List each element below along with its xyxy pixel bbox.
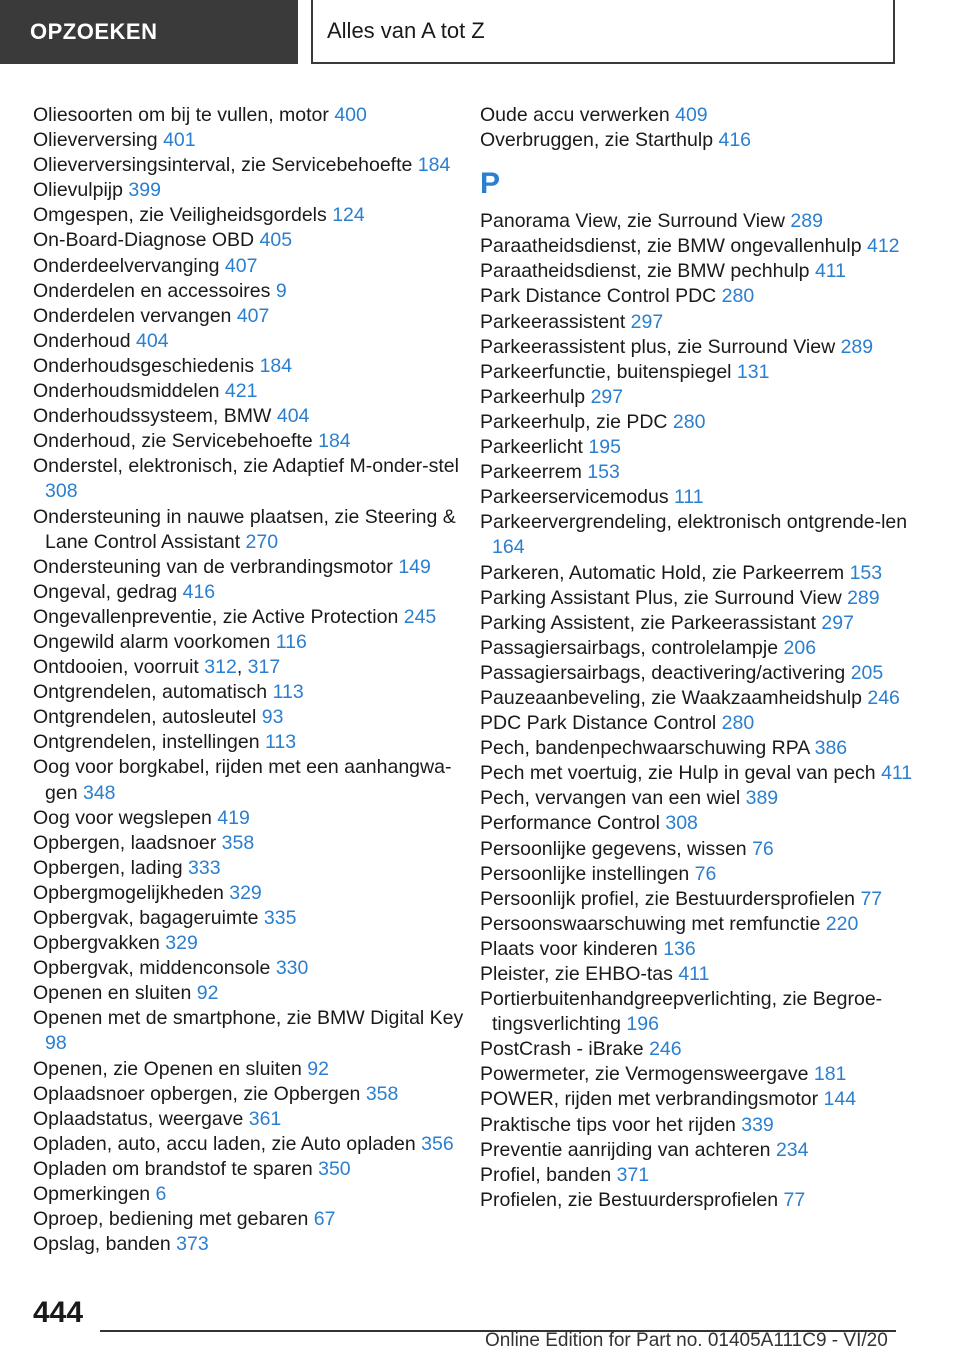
index-entry-term: Openen met de smartphone, zie BMW Digital Key bbox=[33, 1007, 464, 1030]
page-reference-link[interactable]: 289 bbox=[840, 335, 874, 358]
page-reference-link[interactable]: 317 bbox=[247, 656, 281, 679]
index-entry bbox=[33, 128, 473, 153]
index-entry bbox=[480, 310, 920, 335]
page-reference-link[interactable]: 371 bbox=[616, 1163, 650, 1186]
index-entry bbox=[480, 586, 920, 611]
page-reference-link[interactable]: 411 bbox=[678, 963, 710, 985]
index-entry bbox=[33, 730, 473, 755]
index-entry bbox=[33, 228, 473, 253]
index-entry bbox=[33, 1107, 473, 1132]
index-entry bbox=[480, 937, 920, 962]
page-reference-link[interactable]: 6 bbox=[155, 1183, 167, 1206]
page-reference-link[interactable]: 76 bbox=[752, 837, 774, 860]
index-entry bbox=[480, 1163, 920, 1188]
page-reference-link[interactable]: 76 bbox=[694, 862, 717, 885]
page-reference-link[interactable]: 416 bbox=[718, 129, 752, 152]
index-entry-term: Parkeerservicemodus bbox=[480, 486, 669, 509]
index-entry-term: Parkeerlicht bbox=[480, 436, 583, 459]
index-column-left bbox=[33, 103, 473, 1257]
index-entry bbox=[33, 454, 473, 504]
index-entry bbox=[33, 304, 473, 329]
index-entry bbox=[480, 837, 920, 862]
page-reference-link[interactable]: 196 bbox=[626, 1013, 659, 1036]
index-entry bbox=[33, 505, 473, 555]
index-entry bbox=[480, 887, 920, 912]
index-entry-term: Opladen, auto, accu laden, zie Auto opladen bbox=[33, 1132, 416, 1155]
page-reference-link[interactable]: 389 bbox=[745, 787, 779, 810]
index-entry-term: Opbergen, lading bbox=[33, 856, 183, 879]
page-number: 444 bbox=[33, 1296, 84, 1329]
index-entry bbox=[33, 680, 473, 705]
index-entry-term: Oproep, bediening met gebaren bbox=[33, 1208, 309, 1231]
index-entry-term: Paraatheidsdienst, zie BMW ongevallenhulp bbox=[480, 235, 862, 258]
index-entry bbox=[480, 435, 920, 460]
index-entry bbox=[480, 686, 920, 711]
page-reference-link[interactable]: 93 bbox=[261, 706, 284, 729]
page-reference-link[interactable]: 297 bbox=[630, 310, 664, 333]
index-entry bbox=[480, 636, 920, 661]
index-entry bbox=[480, 912, 920, 937]
index-entry-term: Persoonlijke instellingen bbox=[480, 862, 690, 885]
index-entry bbox=[33, 1207, 473, 1232]
page-reference-link[interactable]: 77 bbox=[860, 887, 883, 910]
page-reference-link[interactable]: 246 bbox=[867, 686, 900, 709]
index-entry bbox=[33, 379, 473, 404]
index-entry-term: PDC Park Distance Control bbox=[480, 712, 717, 735]
index-entry bbox=[33, 856, 473, 881]
index-entry bbox=[480, 561, 920, 586]
index-entry bbox=[480, 1037, 920, 1062]
index-entry bbox=[33, 203, 473, 228]
index-entry-term: Olievulpijp bbox=[33, 179, 123, 202]
index-entry-term: Pech met voertuig, zie Hulp in geval van pech bbox=[480, 762, 876, 785]
index-entry bbox=[33, 329, 473, 354]
index-entry-term: Opbergmogelijkheden bbox=[33, 881, 224, 904]
index-entry bbox=[480, 360, 920, 385]
index-entry bbox=[480, 761, 920, 786]
index-entry-term: Praktische tips voor het rijden bbox=[480, 1113, 736, 1136]
index-entry-term: Opbergen, laadsnoer bbox=[33, 831, 217, 854]
page-reference-link[interactable]: 333 bbox=[188, 856, 221, 879]
index-entry-term: Parkeerrem bbox=[480, 461, 582, 484]
page-reference-link[interactable]: 246 bbox=[649, 1038, 682, 1061]
page-reference-link[interactable]: 205 bbox=[850, 661, 884, 684]
index-entry-term: Onderdelen en accessoires bbox=[33, 279, 271, 302]
index-entry-term: Persoonlijk profiel, zie Bestuurdersprofielen bbox=[480, 887, 856, 910]
page-reference-link[interactable]: 330 bbox=[275, 957, 309, 980]
index-entry-term: Ondersteuning van de verbrandingsmotor bbox=[33, 555, 393, 578]
index-entry-term: Opmerkingen bbox=[33, 1183, 151, 1206]
index-entry-term: Parkeervergrendeling, elektronisch ontgrende-len bbox=[480, 511, 908, 534]
page-reference-link[interactable]: 297 bbox=[821, 611, 854, 634]
index-entry bbox=[33, 705, 473, 730]
index-entry-term: Oplaadstatus, weergave bbox=[33, 1107, 244, 1130]
index-entry bbox=[33, 1232, 473, 1257]
page-reference-link[interactable]: 245 bbox=[403, 605, 437, 628]
index-entry bbox=[480, 661, 920, 686]
index-entry bbox=[480, 1188, 920, 1213]
index-entry-term: Passagiersairbags, controlelampje bbox=[480, 636, 779, 659]
index-entry-term: POWER, rijden met verbrandingsmotor bbox=[480, 1088, 819, 1111]
index-entry bbox=[33, 580, 473, 605]
page-reference-link[interactable]: 329 bbox=[229, 881, 262, 904]
page-reference-link[interactable]: 136 bbox=[663, 937, 696, 960]
index-entry-term: Omgespen, zie Veiligheidsgordels bbox=[33, 204, 327, 227]
index-entry-term: Olieverversingsinterval, zie Servicebehoefte bbox=[33, 154, 413, 177]
page-reference-link[interactable]: 358 bbox=[221, 831, 255, 854]
index-entry bbox=[33, 630, 473, 655]
page-reference-link[interactable]: 386 bbox=[814, 737, 848, 760]
index-entry bbox=[33, 279, 473, 304]
page-reference-link[interactable]: 124 bbox=[332, 204, 365, 227]
index-entry-term: Parking Assistent, zie Parkeerassistant bbox=[480, 611, 816, 634]
page-reference-link[interactable]: 220 bbox=[825, 912, 859, 935]
page-reference-link[interactable]: 270 bbox=[245, 530, 279, 553]
index-entry-term: Ontdooien, voorruit bbox=[33, 656, 199, 679]
index-entry bbox=[480, 1087, 920, 1112]
index-entry-term: Onderhoud, zie Servicebehoefte bbox=[33, 430, 313, 453]
index-entry bbox=[480, 1062, 920, 1087]
index-entry bbox=[480, 1113, 920, 1138]
index-entry-term: Paraatheidsdienst, zie BMW pechhulp bbox=[480, 260, 810, 283]
index-entry bbox=[33, 881, 473, 906]
page-reference-link[interactable]: 280 bbox=[672, 410, 706, 433]
page-reference-link[interactable]: 153 bbox=[849, 561, 883, 584]
page-reference-link[interactable]: 401 bbox=[163, 129, 196, 152]
page-reference-link[interactable]: 111 bbox=[674, 486, 704, 509]
index-entry bbox=[480, 510, 920, 560]
index-entry-term: Opladen om brandstof te sparen bbox=[33, 1157, 313, 1180]
page-reference-link[interactable]: 181 bbox=[813, 1063, 847, 1086]
index-entry-term: Pech, bandenpechwaarschuwing RPA bbox=[480, 737, 810, 760]
index-section-letter: P bbox=[480, 167, 501, 201]
index-entry bbox=[33, 755, 473, 805]
page-reference-link[interactable]: 92 bbox=[307, 1057, 329, 1080]
index-entry bbox=[480, 460, 920, 485]
page-reference-link[interactable]: 407 bbox=[224, 254, 258, 277]
index-entry-term: Parking Assistant Plus, zie Surround View bbox=[480, 586, 842, 609]
index-entry bbox=[33, 555, 473, 580]
page-reference-link[interactable]: 164 bbox=[492, 536, 525, 559]
index-entry bbox=[33, 1182, 473, 1207]
index-entry-term: Plaats voor kinderen bbox=[480, 937, 658, 960]
page-reference-link[interactable]: 280 bbox=[721, 712, 755, 735]
page-reference-link[interactable]: 361 bbox=[248, 1107, 282, 1130]
index-entry bbox=[480, 103, 920, 128]
page-reference-link[interactable]: 113 bbox=[272, 681, 304, 704]
index-entry-term: Preventie aanrijding van achteren bbox=[480, 1138, 771, 1161]
page-reference-link[interactable]: 234 bbox=[775, 1138, 809, 1161]
page-reference-link[interactable]: 280 bbox=[721, 285, 755, 308]
index-entry-term: Park Distance Control PDC bbox=[480, 285, 717, 308]
index-entry bbox=[33, 178, 473, 203]
index-entry bbox=[480, 786, 920, 811]
page-reference-link[interactable]: 184 bbox=[417, 154, 451, 177]
page-reference-link[interactable]: 149 bbox=[398, 555, 431, 578]
index-entry-term: Onderdeelvervanging bbox=[33, 254, 220, 277]
page-reference-link[interactable]: 9 bbox=[275, 279, 287, 302]
index-entry-term: Panorama View, zie Surround View bbox=[480, 210, 785, 233]
page-ref-separator: , bbox=[236, 656, 243, 679]
index-entry-term: Oplaadsnoer opbergen, zie Opbergen bbox=[33, 1082, 361, 1105]
chapter-title: Alles van A tot Z bbox=[327, 18, 485, 43]
page-reference-link[interactable]: 400 bbox=[334, 104, 367, 126]
index-entry bbox=[33, 931, 473, 956]
page-reference-link[interactable]: 289 bbox=[790, 210, 823, 233]
index-entry-term: Pauzeaanbeveling, zie Waakzaamheidshulp bbox=[480, 686, 862, 709]
index-entry-term: Onderdelen vervangen bbox=[33, 304, 232, 327]
index-entry-term: Parkeerhulp bbox=[480, 385, 586, 408]
page-reference-link[interactable]: 308 bbox=[45, 480, 78, 503]
index-entry bbox=[33, 1132, 473, 1157]
page-reference-link[interactable]: 405 bbox=[259, 229, 293, 252]
index-entry-term: Olieverversing bbox=[33, 129, 158, 152]
page-reference-link[interactable]: 184 bbox=[259, 354, 293, 377]
index-entry bbox=[33, 254, 473, 279]
index-entry-term: Ongevallenpreventie, zie Active Protection bbox=[33, 605, 399, 628]
index-entry-term: Onderhoudsmiddelen bbox=[33, 380, 220, 403]
index-entry-term: Profielen, zie Bestuurdersprofielen bbox=[480, 1188, 779, 1211]
index-entry bbox=[33, 1006, 473, 1056]
index-entry bbox=[480, 209, 920, 234]
page-reference-link[interactable]: 98 bbox=[45, 1032, 67, 1055]
index-entry bbox=[480, 1138, 920, 1163]
index-entry-term: Pleister, zie EHBO-tas bbox=[480, 963, 673, 985]
index-entry-term: Ongewild alarm voorkomen bbox=[33, 630, 271, 653]
page-reference-link[interactable]: 195 bbox=[588, 436, 621, 459]
page-reference-link[interactable]: 184 bbox=[318, 430, 351, 453]
index-entry bbox=[480, 962, 920, 987]
page-reference-link[interactable]: 67 bbox=[313, 1208, 336, 1231]
index-entry-term: Persoonswaarschuwing met remfunctie bbox=[480, 912, 821, 935]
index-entry-term: Onderhoudssysteem, BMW bbox=[33, 405, 272, 428]
index-entry-term: Parkeerhulp, zie PDC bbox=[480, 410, 668, 433]
index-entry-term: Profiel, banden bbox=[480, 1163, 612, 1186]
page-reference-link[interactable]: 153 bbox=[587, 461, 620, 484]
page-reference-link[interactable]: 312 bbox=[204, 656, 237, 679]
index-entry bbox=[33, 1157, 473, 1182]
page-reference-link[interactable]: 116 bbox=[275, 630, 307, 653]
index-entry bbox=[480, 259, 920, 284]
index-entry-term: Parkeerfunctie, buitenspiegel bbox=[480, 360, 732, 383]
page-reference-link[interactable]: 412 bbox=[866, 235, 900, 258]
page-reference-link[interactable]: 416 bbox=[182, 580, 216, 603]
index-entry bbox=[33, 1057, 473, 1082]
index-entry bbox=[480, 711, 920, 736]
index-entry-term: Ontgrendelen, autosleutel bbox=[33, 706, 257, 729]
index-entry bbox=[480, 736, 920, 761]
index-entry bbox=[33, 103, 473, 128]
section-tab-label: OPZOEKEN bbox=[30, 19, 158, 44]
index-entry-term: Pech, vervangen van een wiel bbox=[480, 787, 741, 810]
index-entry bbox=[480, 335, 920, 360]
page-reference-link[interactable]: 411 bbox=[881, 762, 913, 785]
index-entry-term: Parkeren, Automatic Hold, zie Parkeerrem bbox=[480, 561, 845, 584]
index-entry bbox=[33, 605, 473, 630]
page-reference-link[interactable]: 419 bbox=[217, 806, 250, 829]
page-reference-link[interactable]: 404 bbox=[136, 329, 169, 352]
page-reference-link[interactable]: 144 bbox=[823, 1088, 857, 1111]
page-reference-link[interactable]: 113 bbox=[265, 731, 297, 754]
index-entry-term: Performance Control bbox=[480, 812, 660, 835]
index-entry-term: Ontgrendelen, instellingen bbox=[33, 731, 260, 754]
index-entry bbox=[33, 806, 473, 831]
page-reference-link[interactable]: 409 bbox=[675, 104, 708, 126]
index-entry-term: Portierbuitenhandgreepverlichting, zie Begroe-tingsverlichting bbox=[480, 988, 883, 1036]
page-reference-link[interactable]: 356 bbox=[421, 1132, 454, 1155]
index-entry bbox=[480, 410, 920, 435]
index-entry-term: Oog voor borgkabel, rijden met een aanhangwa-gen bbox=[33, 756, 452, 804]
index-entry-term: Ondersteuning in nauwe plaatsen, zie Steering & Lane Control Assistant bbox=[33, 505, 456, 553]
index-entry-term: Oliesoorten om bij te vullen, motor bbox=[33, 104, 329, 126]
index-entry-term: Passagiersairbags, deactivering/activering bbox=[480, 661, 846, 684]
index-entry bbox=[33, 655, 473, 680]
page-reference-link[interactable]: 404 bbox=[276, 405, 310, 428]
index-entry-term: Opbergvak, bagageruimte bbox=[33, 907, 259, 929]
index-entry bbox=[33, 831, 473, 856]
index-entry bbox=[480, 485, 920, 510]
index-entry bbox=[480, 234, 920, 259]
index-entry-term: Onderhoudsgeschiedenis bbox=[33, 354, 255, 377]
page-reference-link[interactable]: 289 bbox=[847, 586, 880, 609]
page-reference-link[interactable]: 399 bbox=[128, 179, 161, 202]
index-entry-term: Persoonlijke gegevens, wissen bbox=[480, 837, 747, 860]
index-entry-term: Parkeerassistent bbox=[480, 310, 626, 333]
index-entry bbox=[33, 1082, 473, 1107]
index-entry-term: Parkeerassistent plus, zie Surround View bbox=[480, 335, 836, 358]
index-entry bbox=[480, 284, 920, 309]
page-reference-link[interactable]: 297 bbox=[590, 385, 624, 408]
page-reference-link[interactable]: 373 bbox=[176, 1233, 209, 1256]
index-entry bbox=[480, 862, 920, 887]
index-entry-term: On-Board-Diagnose OBD bbox=[33, 229, 255, 252]
index-entry-term: Onderhoud bbox=[33, 329, 131, 352]
index-column-right bbox=[480, 103, 920, 1213]
page-reference-link[interactable]: 350 bbox=[318, 1157, 351, 1180]
index-entry-term: Overbruggen, zie Starthulp bbox=[480, 129, 714, 152]
index-entry bbox=[33, 981, 473, 1006]
index-entry bbox=[33, 153, 473, 178]
page-reference-link[interactable]: 131 bbox=[736, 360, 770, 383]
page-reference-link[interactable]: 407 bbox=[236, 304, 270, 327]
index-entry bbox=[480, 611, 920, 636]
index-entry-term: Oude accu verwerken bbox=[480, 104, 670, 126]
index-entry-term: Powermeter, zie Vermogensweergave bbox=[480, 1063, 809, 1086]
index-entry bbox=[480, 987, 920, 1037]
page-reference-link[interactable]: 348 bbox=[82, 781, 116, 804]
index-entry bbox=[33, 404, 473, 429]
page-reference-link[interactable]: 411 bbox=[814, 260, 847, 283]
index-entry bbox=[33, 429, 473, 454]
section-tab[interactable] bbox=[0, 0, 298, 64]
page-reference-link[interactable]: 308 bbox=[665, 812, 698, 835]
page-reference-link[interactable]: 92 bbox=[196, 982, 219, 1005]
index-entry-term: Openen, zie Openen en sluiten bbox=[33, 1057, 302, 1080]
index-entry bbox=[480, 385, 920, 410]
index-entry bbox=[480, 811, 920, 836]
index-entry-term: Opbergvakken bbox=[33, 932, 160, 955]
index-entry-term: Ongeval, gedrag bbox=[33, 580, 178, 603]
page-reference-link[interactable]: 421 bbox=[224, 380, 258, 403]
page-reference-link[interactable]: 358 bbox=[365, 1082, 399, 1105]
index-entry bbox=[480, 128, 920, 153]
index-entry-term: PostCrash - iBrake bbox=[480, 1038, 644, 1061]
page-reference-link[interactable]: 335 bbox=[263, 907, 297, 929]
page-reference-link[interactable]: 77 bbox=[783, 1188, 806, 1211]
index-entry bbox=[33, 956, 473, 981]
index-entry-term: Opslag, banden bbox=[33, 1233, 171, 1256]
chapter-title-tab bbox=[311, 0, 895, 64]
index-entry bbox=[33, 354, 473, 379]
index-entry bbox=[33, 906, 473, 931]
page-reference-link[interactable]: 206 bbox=[783, 636, 817, 659]
index-entry-term: Oog voor wegslepen bbox=[33, 806, 212, 829]
index-entry-term: Openen en sluiten bbox=[33, 982, 192, 1005]
index-entry-term: Opbergvak, middenconsole bbox=[33, 957, 271, 980]
index-entry-term: Onderstel, elektronisch, zie Adaptief M-onder-stel bbox=[33, 455, 459, 478]
index-entry-term: Ontgrendelen, automatisch bbox=[33, 681, 268, 704]
page-reference-link[interactable]: 339 bbox=[741, 1113, 774, 1136]
page-reference-link[interactable]: 329 bbox=[165, 932, 198, 955]
edition-note: Online Edition for Part no. 01405A111C9 - VI/20 bbox=[485, 1330, 888, 1351]
